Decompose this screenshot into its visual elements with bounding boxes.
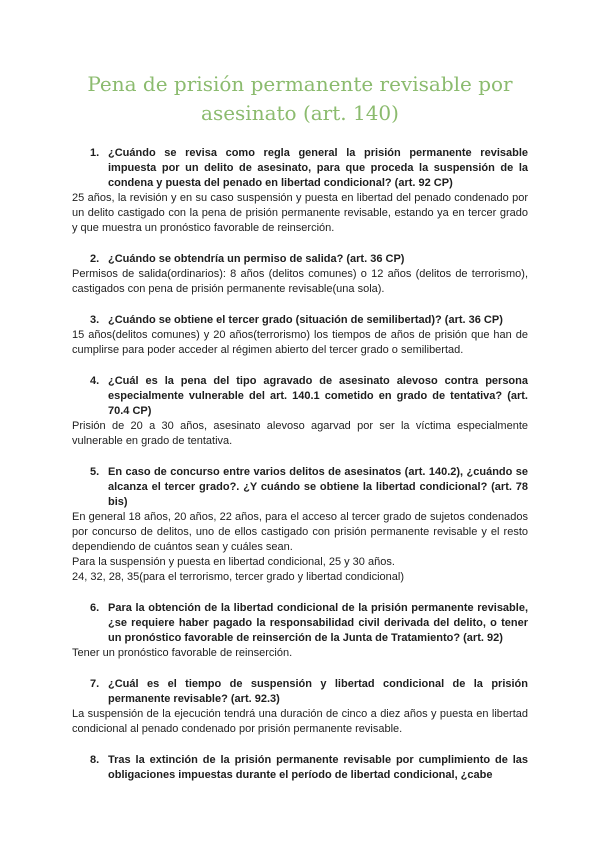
question-number: 2. [90,253,100,265]
question [72,677,528,707]
answer-text: En general 18 años, 20 años, 22 años, para el acceso al tercer grado de sujetos condenados por concurso de delitos, uno de ellos castigado con prisión permanente revisable y el resto dependiendo de cuántos sean y cuáles sean. [72,511,528,553]
qa-item [72,465,528,585]
question [72,313,528,328]
question [72,252,528,267]
question-text: ¿Cuál es la pena del tipo agravado de asesinato alevoso contra persona especialmente vulnerable del art. 140.1 cometido en grado de tentativa? (art. 70.4 CP) [108,375,528,417]
qa-item [72,252,528,297]
answer-text: 24, 32, 28, 35(para el terrorismo, tercer grado y libertad condicional) [72,571,405,583]
answer-text: La suspensión de la ejecución tendrá una duración de cinco a diez años y puesta en libertad condicional al penado condenado por prisión permanente revisable. [72,708,528,735]
qa-item [72,753,528,783]
question [72,374,528,419]
question-text: ¿Cuándo se revisa como regla general la prisión permanente revisable impuesta por un delito de asesinato, para que proceda la suspensión de la condena y puesta del penado en libertad condicional? (art. 92 CP) [108,147,528,189]
question-text: Para la obtención de la libertad condicional de la prisión permanente revisable, ¿se requiere haber pagado la responsabilidad civil derivada del delito, o tener un pronóstico favorable de reinserción de la Junta de Tratamiento? (art. 92) [108,602,528,644]
question-number: 8. [90,754,100,766]
answer-text: 15 años(delitos comunes) y 20 años(terrorismo) los tiempos de años de prisión que han de cumplirse para poder acceder al régimen abierto del tercer grado o semilibertad. [72,329,528,356]
answer-text: 25 años, la revisión y en su caso suspensión y puesta en libertad del penado condenado por un delito castigado con la pena de prisión permanente revisable, estando ya en tercer grado y que muestra un pronóstico favorable de reinserción. [72,192,528,234]
page-title: Pena de prisión permanente revisable por asesinato (art. 140) [87,72,513,125]
question-number: 6. [90,602,100,614]
question-text: ¿Cuál es el tiempo de suspensión y libertad condicional de la prisión permanente revisable? (art. 92.3) [108,678,528,705]
qa-item [72,374,528,449]
question-number: 7. [90,678,100,690]
question-number: 1. [90,147,100,159]
question-number: 3. [90,314,100,326]
qa-item [72,313,528,358]
qa-item [72,146,528,236]
question-number: 5. [90,466,100,478]
question-text: En caso de concurso entre varios delitos de asesinatos (art. 140.2), ¿cuándo se alcanza el tercer grado?. ¿Y cuándo se obtiene la libertad condicional? (art. 78 bis) [108,466,528,508]
question-text: Tras la extinción de la prisión permanente revisable por cumplimiento de las obligaciones impuestas durante el período de libertad condicional, ¿cabe [108,754,528,781]
question-number: 4. [90,375,100,387]
question [72,465,528,510]
qa-item [72,677,528,737]
qa-item [72,601,528,661]
question-text: ¿Cuándo se obtiene el tercer grado (situación de semilibertad)? (art. 36 CP) [108,314,503,326]
answer-text: Tener un pronóstico favorable de reinserción. [72,647,293,659]
question [72,601,528,646]
question-text: ¿Cuándo se obtendría un permiso de salida? (art. 36 CP) [108,253,405,265]
question-list [72,146,528,783]
answer-text: Permisos de salida(ordinarios): 8 años (delitos comunes) o 12 años (delitos de terrorismo), castigados con pena de prisión permanente revisable(una sola). [72,268,528,295]
answer-text: Para la suspensión y puesta en libertad condicional, 25 y 30 años. [72,556,395,568]
question [72,753,528,783]
question [72,146,528,191]
answer-text: Prisión de 20 a 30 años, asesinato alevoso agarvad por ser la víctima especialmente vulnerable en grado de tentativa. [72,420,528,447]
